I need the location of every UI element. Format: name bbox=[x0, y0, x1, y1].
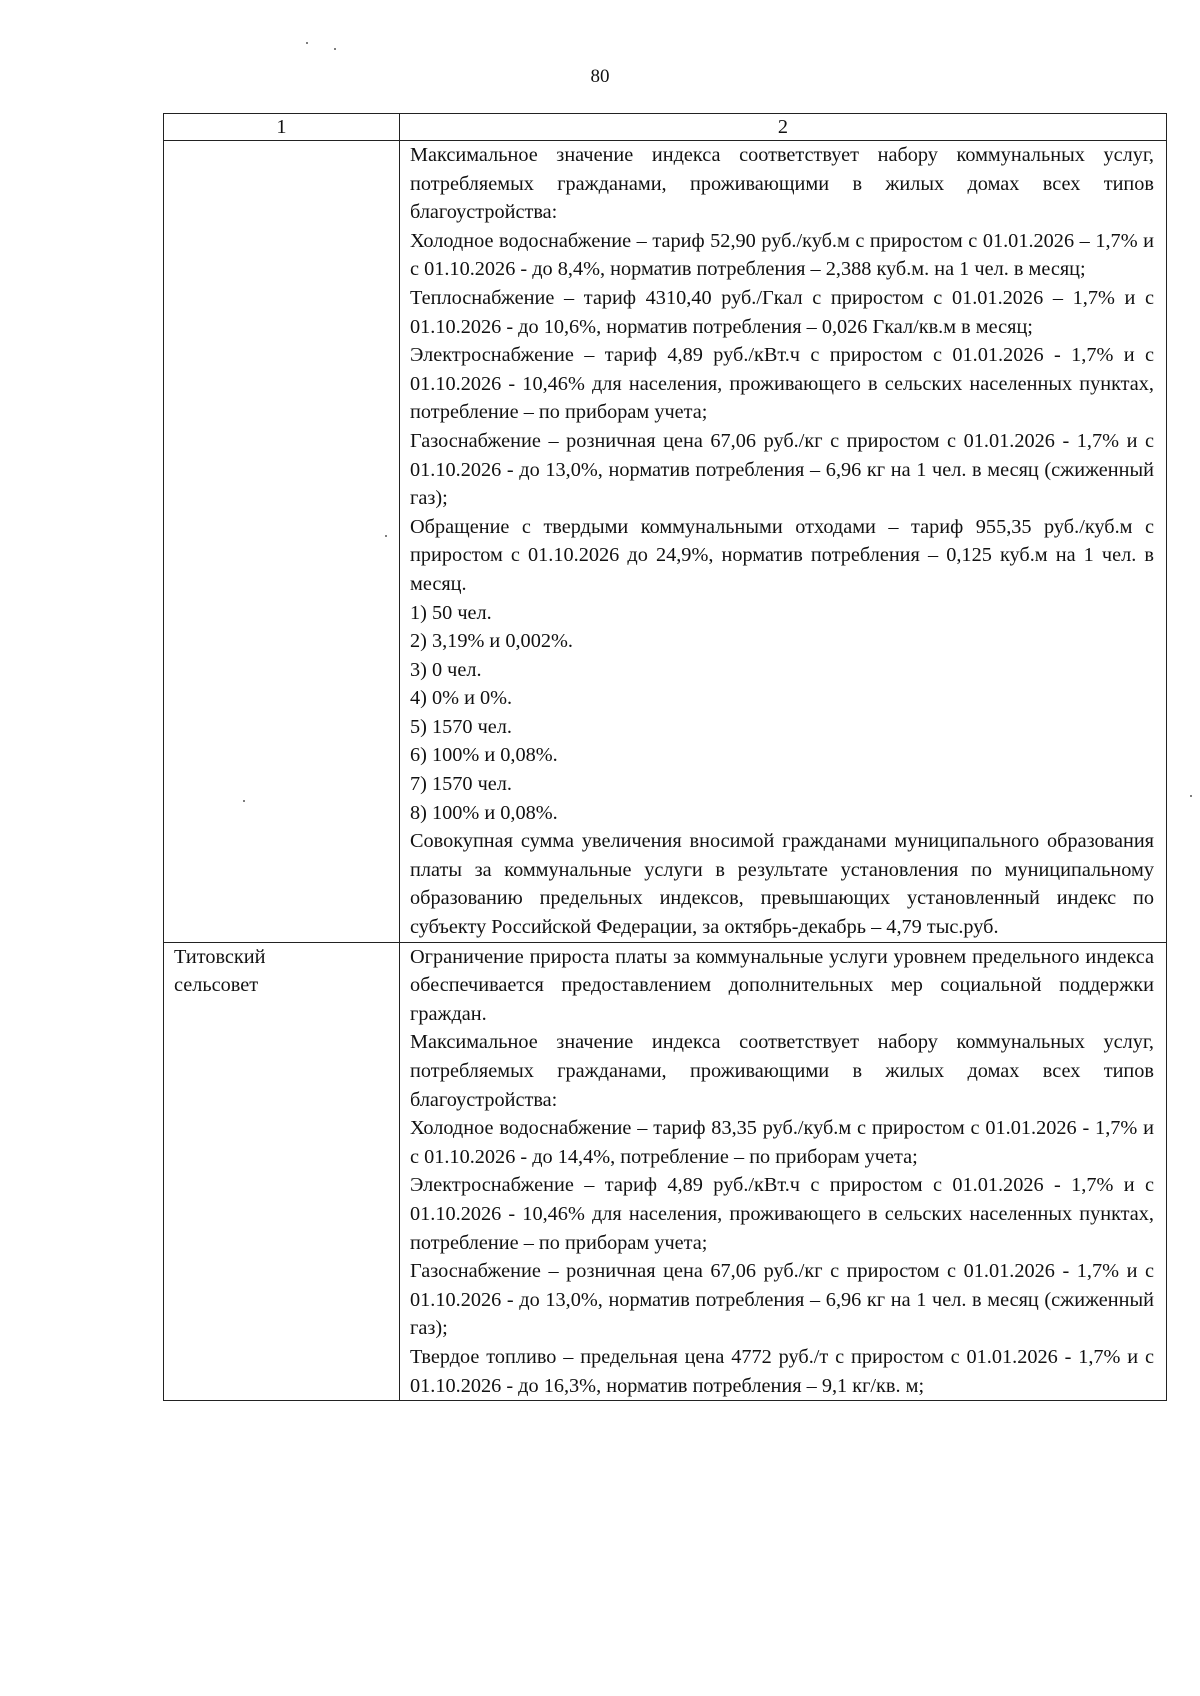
table-row bbox=[164, 942, 1167, 1401]
page-number: 80 bbox=[590, 66, 610, 87]
index-paragraph: Максимальное значение индекса соответствует набору коммунальных услуг, потребляемых гражданами, проживающими в жилых домах всех типов благоустройства: bbox=[410, 144, 1154, 224]
scan-speck bbox=[334, 48, 336, 50]
description-cell bbox=[400, 141, 1167, 943]
limit-paragraph: Ограничение прироста платы за коммунальные услуги уровнем предельного индекса обеспечивается предоставлением дополнительных мер социальной поддержки граждан. bbox=[410, 945, 1154, 1025]
cold-water-paragraph: Холодное водоснабжение – тариф 52,90 руб./куб.м с приростом с 01.01.2026 – 1,7% и с 01.10.2026 - до 8,4%, норматив потребления – 2,388 куб.м. на 1 чел. в месяц; bbox=[410, 229, 1154, 281]
list-item: 8) 100% и 0,08%. bbox=[410, 801, 558, 824]
list-item: 5) 1570 чел. bbox=[410, 715, 512, 738]
table-row bbox=[164, 141, 1167, 943]
list-item: 2) 3,19% и 0,002%. bbox=[410, 630, 573, 653]
electricity-paragraph: Электроснабжение – тариф 4,89 руб./кВт.ч с приростом с 01.01.2026 - 1,7% и с 01.10.2026 - 10,46% для населения, проживающего в сельских населенных пунктах, потребление – по приборам учета; bbox=[410, 1174, 1154, 1254]
scan-speck bbox=[306, 42, 308, 44]
table-header-row bbox=[164, 114, 1167, 141]
scan-speck bbox=[1190, 795, 1192, 797]
description-cell bbox=[400, 942, 1167, 1401]
list-item: 1) 50 чел. bbox=[410, 601, 492, 624]
index-paragraph: Максимальное значение индекса соответствует набору коммунальных услуг, потребляемых гражданами, проживающими в жилых домах всех типов благоустройства: bbox=[410, 1031, 1154, 1111]
cold-water-paragraph: Холодное водоснабжение – тариф 83,35 руб./куб.м с приростом с 01.01.2026 - 1,7% и с 01.10.2026 - до 14,4%, потребление – по приборам учета; bbox=[410, 1117, 1154, 1168]
solid-fuel-paragraph: Твердое топливо – предельная цена 4772 руб./т с приростом с 01.01.2026 - 1,7% и с 01.10.2026 - до 16,3%, норматив потребления – 9,1 кг/кв. м; bbox=[410, 1345, 1154, 1397]
gas-paragraph: Газоснабжение – розничная цена 67,06 руб./кг с приростом с 01.01.2026 - 1,7% и с 01.10.2026 - до 13,0%, норматив потребления – 6,96 кг на 1 чел. в месяц (сжиженный газ); bbox=[410, 1260, 1154, 1340]
list-item: 6) 100% и 0,08%. bbox=[410, 744, 558, 767]
list-item: 4) 0% и 0%. bbox=[410, 687, 513, 710]
gas-paragraph: Газоснабжение – розничная цена 67,06 руб./кг с приростом с 01.01.2026 - 1,7% и с 01.10.2026 - до 13,0%, норматив потребления – 6,96 кг на 1 чел. в месяц (сжиженный газ); bbox=[410, 429, 1154, 510]
municipality-cell bbox=[164, 942, 400, 1401]
list-item: 7) 1570 чел. bbox=[410, 773, 512, 796]
heating-paragraph: Теплоснабжение – тариф 4310,40 руб./Гкал с приростом с 01.01.2026 – 1,7% и с 01.10.2026 - до 10,6%, норматив потребления – 0,026 Гкал/кв.м в месяц; bbox=[410, 286, 1154, 338]
column-header-1: 1 bbox=[164, 114, 400, 141]
summary-paragraph: Совокупная сумма увеличения вносимой гражданами муниципального образования платы за коммунальные услуги в результате установления по муниципальному образованию предельных индексов, превышающих установленный индекс по субъекту Российской Федерации, за октябрь-декабрь – 4,79 тыс.руб. bbox=[410, 830, 1154, 939]
municipality-name: Титовский сельсовет bbox=[174, 945, 266, 997]
tariff-table bbox=[163, 113, 1167, 1401]
column-header-2: 2 bbox=[400, 114, 1167, 141]
list-item: 3) 0 чел. bbox=[410, 658, 482, 681]
electricity-paragraph: Электроснабжение – тариф 4,89 руб./кВт.ч с приростом с 01.01.2026 - 1,7% и с 01.10.2026 - 10,46% для населения, проживающего в сельских населенных пунктах, потребление – по приборам учета; bbox=[410, 344, 1154, 424]
municipality-cell bbox=[164, 141, 400, 943]
waste-paragraph: Обращение с твердыми коммунальными отходами – тариф 955,35 руб./куб.м с приростом с 01.10.2026 до 24,9%, норматив потребления – 0,125 куб.м на 1 чел. в месяц. bbox=[410, 515, 1154, 595]
